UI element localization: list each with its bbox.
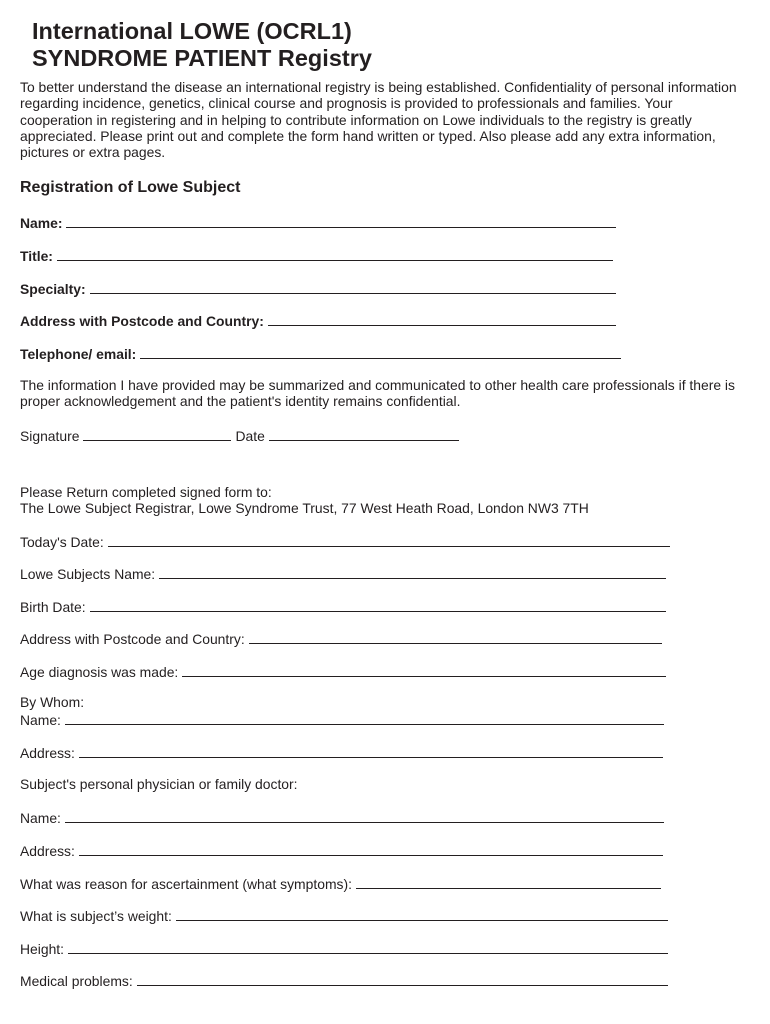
registrant-address-field[interactable] — [20, 309, 616, 329]
birth-date-label: Birth Date: — [20, 599, 86, 615]
weight-field[interactable] — [20, 904, 668, 924]
form-title-line-1: International LOWE (OCRL1) — [32, 18, 352, 44]
date-line[interactable] — [269, 440, 459, 441]
signature-label: Signature — [20, 428, 80, 444]
return-instructions — [20, 484, 760, 517]
physician-address-line[interactable] — [79, 855, 663, 856]
subject-name-label: Lowe Subjects Name: — [20, 566, 156, 582]
registrant-title-line[interactable] — [57, 260, 613, 261]
registrant-title-label: Title: — [20, 248, 53, 264]
diagnosed-by-address-label: Address: — [20, 745, 75, 761]
registration-heading: Registration of Lowe Subject — [20, 179, 241, 196]
physician-address-label: Address: — [20, 843, 75, 859]
physician-heading: Subject's personal physician or family doctor: — [20, 776, 298, 792]
weight-line[interactable] — [176, 920, 668, 921]
diagnosed-by-name-field[interactable] — [20, 708, 664, 728]
registrant-specialty-label: Specialty: — [20, 281, 86, 297]
age-diagnosis-line[interactable] — [182, 676, 666, 677]
by-whom-label: By Whom: — [20, 694, 85, 710]
diagnosed-by-address-field[interactable] — [20, 741, 663, 761]
diagnosed-by-address-line[interactable] — [79, 757, 663, 758]
registrant-telephone-line[interactable] — [140, 358, 621, 359]
medical-problems-line[interactable] — [137, 985, 668, 986]
physician-name-line[interactable] — [65, 822, 664, 823]
todays-date-field[interactable] — [20, 530, 670, 550]
physician-address-field[interactable] — [20, 839, 663, 859]
registrant-specialty-line[interactable] — [90, 293, 616, 294]
registrant-specialty-field[interactable] — [20, 277, 616, 297]
intro-paragraph: To better understand the disease an international registry is being established. Confidentiality of personal information regarding incidence, genetics, clinical course and prognosis is provided to professionals and families. Your cooperation in registering and in helping to contribute information on Lowe individuals to the registry is greatly appreciated. Please print out and complete the form hand written or typed. Also please add any extra information, pictures or extra pages. — [20, 79, 737, 161]
registrant-name-line[interactable] — [66, 227, 616, 228]
subject-address-field[interactable] — [20, 627, 662, 647]
registrant-name-field[interactable] — [20, 211, 616, 231]
birth-date-line[interactable] — [90, 611, 666, 612]
return-line-1: Please Return completed signed form to: — [20, 484, 272, 500]
medical-problems-field[interactable] — [20, 969, 668, 989]
subject-address-label: Address with Postcode and Country: — [20, 631, 245, 647]
signature-row — [20, 424, 459, 444]
consent-paragraph: The information I have provided may be summarized and communicated to other health care professionals if there is proper acknowledgement and the patient's identity remains confidential. — [20, 377, 735, 410]
subject-name-field[interactable] — [20, 562, 666, 582]
signature-line[interactable] — [83, 440, 231, 441]
subject-address-line[interactable] — [249, 643, 662, 644]
form-title-line-2: SYNDROME PATIENT Registry — [32, 45, 372, 71]
diagnosed-by-name-label: Name: — [20, 712, 61, 728]
diagnosed-by-name-line[interactable] — [65, 724, 664, 725]
registrant-telephone-label: Telephone/ email: — [20, 346, 137, 362]
physician-name-field[interactable] — [20, 806, 664, 826]
weight-label: What is subject’s weight: — [20, 908, 172, 924]
ascertainment-line[interactable] — [356, 888, 661, 889]
height-field[interactable] — [20, 937, 668, 957]
birth-date-field[interactable] — [20, 595, 666, 615]
registrant-address-line[interactable] — [268, 325, 616, 326]
registrant-address-label: Address with Postcode and Country: — [20, 313, 264, 329]
subject-name-line[interactable] — [159, 578, 666, 579]
height-line[interactable] — [68, 953, 668, 954]
todays-date-label: Today's Date: — [20, 534, 104, 550]
form-title — [32, 18, 372, 72]
physician-name-label: Name: — [20, 810, 61, 826]
ascertainment-field[interactable] — [20, 872, 661, 892]
ascertainment-label: What was reason for ascertainment (what symptoms): — [20, 876, 352, 892]
registrant-name-label: Name: — [20, 215, 63, 231]
age-diagnosis-field[interactable] — [20, 660, 666, 680]
medical-problems-label: Medical problems: — [20, 973, 133, 989]
registrant-title-field[interactable] — [20, 244, 613, 264]
registrant-telephone-field[interactable] — [20, 342, 621, 362]
todays-date-line[interactable] — [108, 546, 670, 547]
return-address: The Lowe Subject Registrar, Lowe Syndrome Trust, 77 West Heath Road, London NW3 7TH — [20, 500, 589, 517]
date-label: Date — [235, 428, 265, 444]
age-diagnosis-label: Age diagnosis was made: — [20, 664, 179, 680]
height-label: Height: — [20, 941, 65, 957]
